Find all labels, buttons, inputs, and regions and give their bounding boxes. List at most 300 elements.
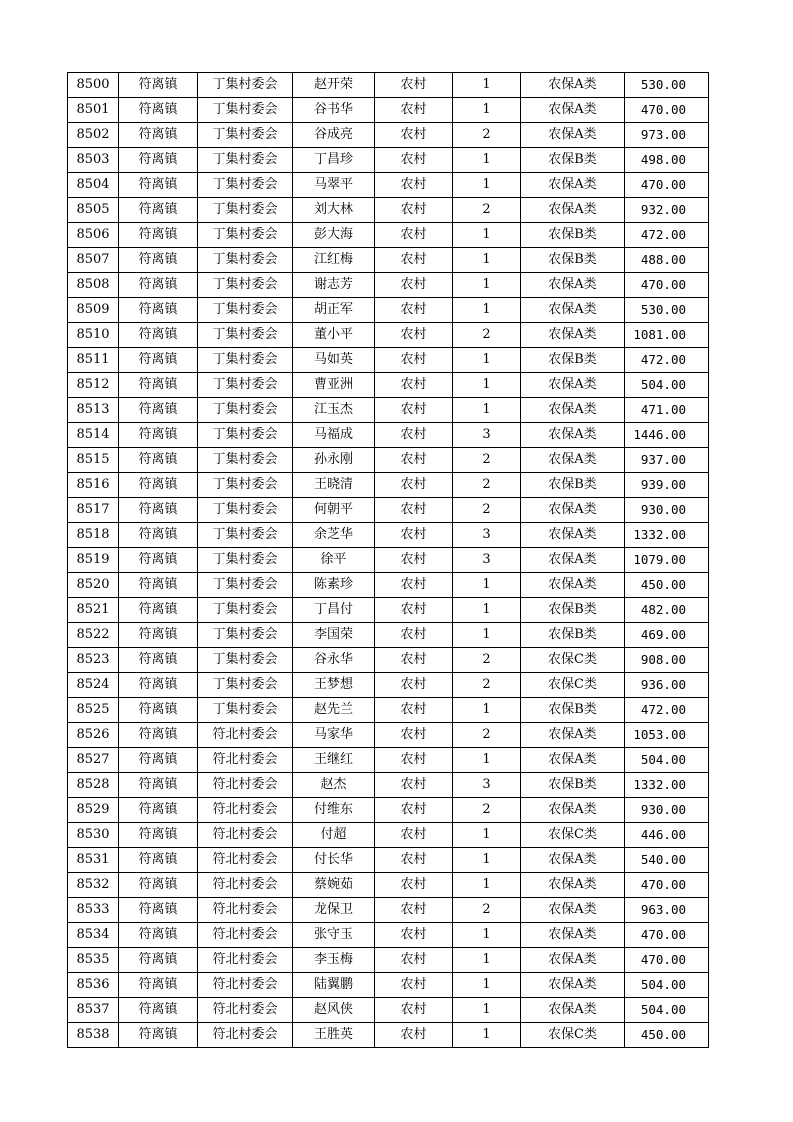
person-name-cell: 余芝华 <box>293 523 375 548</box>
insurance-category-cell: 农保B类 <box>521 598 625 623</box>
town-cell: 符离镇 <box>119 698 198 723</box>
household-type-cell: 农村 <box>375 648 453 673</box>
insurance-category-cell: 农保B类 <box>521 773 625 798</box>
amount-cell: 1332.00 <box>625 523 709 548</box>
record-number-cell: 8535 <box>68 948 119 973</box>
person-name-cell: 付长华 <box>293 848 375 873</box>
insurance-category-cell: 农保A类 <box>521 198 625 223</box>
family-size-cell: 1 <box>453 623 521 648</box>
village-committee-cell: 符北村委会 <box>198 823 293 848</box>
person-name-cell: 陈素珍 <box>293 573 375 598</box>
person-name-cell: 彭大海 <box>293 223 375 248</box>
insurance-category-cell: 农保A类 <box>521 923 625 948</box>
town-cell: 符离镇 <box>119 123 198 148</box>
household-type-cell: 农村 <box>375 1023 453 1048</box>
family-size-cell: 1 <box>453 248 521 273</box>
person-name-cell: 马家华 <box>293 723 375 748</box>
household-type-cell: 农村 <box>375 573 453 598</box>
family-size-cell: 1 <box>453 273 521 298</box>
amount-cell: 937.00 <box>625 448 709 473</box>
village-committee-cell: 丁集村委会 <box>198 548 293 573</box>
village-committee-cell: 丁集村委会 <box>198 448 293 473</box>
person-name-cell: 谷永华 <box>293 648 375 673</box>
village-committee-cell: 丁集村委会 <box>198 323 293 348</box>
town-cell: 符离镇 <box>119 823 198 848</box>
family-size-cell: 1 <box>453 73 521 98</box>
family-size-cell: 1 <box>453 298 521 323</box>
person-name-cell: 张守玉 <box>293 923 375 948</box>
household-type-cell: 农村 <box>375 148 453 173</box>
household-type-cell: 农村 <box>375 898 453 923</box>
amount-cell: 530.00 <box>625 298 709 323</box>
person-name-cell: 江玉杰 <box>293 398 375 423</box>
amount-cell: 504.00 <box>625 373 709 398</box>
insurance-category-cell: 农保B类 <box>521 623 625 648</box>
table-row <box>68 273 709 298</box>
insurance-category-cell: 农保A类 <box>521 998 625 1023</box>
insurance-category-cell: 农保A类 <box>521 123 625 148</box>
amount-cell: 471.00 <box>625 398 709 423</box>
records-table <box>67 72 709 1048</box>
household-type-cell: 农村 <box>375 473 453 498</box>
record-number-cell: 8513 <box>68 398 119 423</box>
village-committee-cell: 丁集村委会 <box>198 373 293 398</box>
insurance-category-cell: 农保A类 <box>521 948 625 973</box>
insurance-category-cell: 农保A类 <box>521 573 625 598</box>
village-committee-cell: 丁集村委会 <box>198 498 293 523</box>
table-row <box>68 323 709 348</box>
town-cell: 符离镇 <box>119 223 198 248</box>
village-committee-cell: 符北村委会 <box>198 898 293 923</box>
record-number-cell: 8538 <box>68 1023 119 1048</box>
insurance-category-cell: 农保A类 <box>521 298 625 323</box>
town-cell: 符离镇 <box>119 948 198 973</box>
village-committee-cell: 丁集村委会 <box>198 348 293 373</box>
family-size-cell: 1 <box>453 373 521 398</box>
town-cell: 符离镇 <box>119 398 198 423</box>
insurance-category-cell: 农保C类 <box>521 673 625 698</box>
record-number-cell: 8523 <box>68 648 119 673</box>
town-cell: 符离镇 <box>119 723 198 748</box>
table-row <box>68 1023 709 1048</box>
family-size-cell: 1 <box>453 998 521 1023</box>
record-number-cell: 8500 <box>68 73 119 98</box>
family-size-cell: 1 <box>453 748 521 773</box>
record-number-cell: 8528 <box>68 773 119 798</box>
person-name-cell: 付维东 <box>293 798 375 823</box>
person-name-cell: 王梦想 <box>293 673 375 698</box>
household-type-cell: 农村 <box>375 923 453 948</box>
amount-cell: 1053.00 <box>625 723 709 748</box>
village-committee-cell: 符北村委会 <box>198 948 293 973</box>
table-row <box>68 348 709 373</box>
amount-cell: 470.00 <box>625 98 709 123</box>
family-size-cell: 2 <box>453 498 521 523</box>
village-committee-cell: 符北村委会 <box>198 1023 293 1048</box>
table-row <box>68 998 709 1023</box>
amount-cell: 498.00 <box>625 148 709 173</box>
insurance-category-cell: 农保A类 <box>521 373 625 398</box>
town-cell: 符离镇 <box>119 623 198 648</box>
village-committee-cell: 丁集村委会 <box>198 198 293 223</box>
household-type-cell: 农村 <box>375 998 453 1023</box>
record-number-cell: 8530 <box>68 823 119 848</box>
record-number-cell: 8531 <box>68 848 119 873</box>
family-size-cell: 1 <box>453 598 521 623</box>
town-cell: 符离镇 <box>119 573 198 598</box>
town-cell: 符离镇 <box>119 173 198 198</box>
household-type-cell: 农村 <box>375 798 453 823</box>
village-committee-cell: 符北村委会 <box>198 748 293 773</box>
record-number-cell: 8522 <box>68 623 119 648</box>
record-number-cell: 8506 <box>68 223 119 248</box>
person-name-cell: 丁昌付 <box>293 598 375 623</box>
table-row <box>68 223 709 248</box>
village-committee-cell: 丁集村委会 <box>198 173 293 198</box>
amount-cell: 469.00 <box>625 623 709 648</box>
household-type-cell: 农村 <box>375 723 453 748</box>
household-type-cell: 农村 <box>375 348 453 373</box>
record-number-cell: 8509 <box>68 298 119 323</box>
record-number-cell: 8537 <box>68 998 119 1023</box>
household-type-cell: 农村 <box>375 623 453 648</box>
family-size-cell: 1 <box>453 973 521 998</box>
person-name-cell: 江红梅 <box>293 248 375 273</box>
table-row <box>68 423 709 448</box>
amount-cell: 472.00 <box>625 348 709 373</box>
table-row <box>68 248 709 273</box>
insurance-category-cell: 农保B类 <box>521 148 625 173</box>
village-committee-cell: 符北村委会 <box>198 923 293 948</box>
insurance-category-cell: 农保B类 <box>521 473 625 498</box>
person-name-cell: 龙保卫 <box>293 898 375 923</box>
table-row <box>68 373 709 398</box>
household-type-cell: 农村 <box>375 298 453 323</box>
amount-cell: 973.00 <box>625 123 709 148</box>
family-size-cell: 2 <box>453 123 521 148</box>
town-cell: 符离镇 <box>119 673 198 698</box>
record-number-cell: 8503 <box>68 148 119 173</box>
record-number-cell: 8515 <box>68 448 119 473</box>
household-type-cell: 农村 <box>375 248 453 273</box>
household-type-cell: 农村 <box>375 848 453 873</box>
village-committee-cell: 符北村委会 <box>198 798 293 823</box>
amount-cell: 540.00 <box>625 848 709 873</box>
amount-cell: 470.00 <box>625 173 709 198</box>
village-committee-cell: 丁集村委会 <box>198 473 293 498</box>
table-row <box>68 198 709 223</box>
town-cell: 符离镇 <box>119 423 198 448</box>
amount-cell: 936.00 <box>625 673 709 698</box>
town-cell: 符离镇 <box>119 98 198 123</box>
person-name-cell: 付超 <box>293 823 375 848</box>
household-type-cell: 农村 <box>375 873 453 898</box>
family-size-cell: 1 <box>453 348 521 373</box>
insurance-category-cell: 农保B类 <box>521 348 625 373</box>
table-row <box>68 498 709 523</box>
household-type-cell: 农村 <box>375 123 453 148</box>
town-cell: 符离镇 <box>119 348 198 373</box>
insurance-category-cell: 农保A类 <box>521 498 625 523</box>
town-cell: 符离镇 <box>119 1023 198 1048</box>
family-size-cell: 2 <box>453 673 521 698</box>
record-number-cell: 8504 <box>68 173 119 198</box>
family-size-cell: 3 <box>453 773 521 798</box>
village-committee-cell: 丁集村委会 <box>198 123 293 148</box>
village-committee-cell: 丁集村委会 <box>198 298 293 323</box>
person-name-cell: 谢志芳 <box>293 273 375 298</box>
insurance-category-cell: 农保A类 <box>521 273 625 298</box>
amount-cell: 470.00 <box>625 948 709 973</box>
household-type-cell: 农村 <box>375 373 453 398</box>
insurance-category-cell: 农保A类 <box>521 548 625 573</box>
person-name-cell: 徐平 <box>293 548 375 573</box>
record-number-cell: 8519 <box>68 548 119 573</box>
amount-cell: 1332.00 <box>625 773 709 798</box>
amount-cell: 932.00 <box>625 198 709 223</box>
person-name-cell: 赵开荣 <box>293 73 375 98</box>
record-number-cell: 8520 <box>68 573 119 598</box>
insurance-category-cell: 农保A类 <box>521 173 625 198</box>
household-type-cell: 农村 <box>375 773 453 798</box>
insurance-category-cell: 农保A类 <box>521 723 625 748</box>
village-committee-cell: 符北村委会 <box>198 773 293 798</box>
table-row <box>68 673 709 698</box>
village-committee-cell: 符北村委会 <box>198 723 293 748</box>
table-row <box>68 723 709 748</box>
town-cell: 符离镇 <box>119 648 198 673</box>
family-size-cell: 3 <box>453 523 521 548</box>
record-number-cell: 8536 <box>68 973 119 998</box>
person-name-cell: 赵先兰 <box>293 698 375 723</box>
village-committee-cell: 丁集村委会 <box>198 98 293 123</box>
amount-cell: 963.00 <box>625 898 709 923</box>
records-table-body <box>68 73 709 1048</box>
amount-cell: 504.00 <box>625 973 709 998</box>
person-name-cell: 董小平 <box>293 323 375 348</box>
table-row <box>68 848 709 873</box>
household-type-cell: 农村 <box>375 598 453 623</box>
family-size-cell: 3 <box>453 548 521 573</box>
family-size-cell: 2 <box>453 648 521 673</box>
family-size-cell: 3 <box>453 423 521 448</box>
table-row <box>68 948 709 973</box>
town-cell: 符离镇 <box>119 548 198 573</box>
household-type-cell: 农村 <box>375 823 453 848</box>
person-name-cell: 王胜英 <box>293 1023 375 1048</box>
family-size-cell: 1 <box>453 823 521 848</box>
family-size-cell: 2 <box>453 798 521 823</box>
amount-cell: 939.00 <box>625 473 709 498</box>
person-name-cell: 马福成 <box>293 423 375 448</box>
table-row <box>68 823 709 848</box>
record-number-cell: 8512 <box>68 373 119 398</box>
family-size-cell: 1 <box>453 148 521 173</box>
amount-cell: 450.00 <box>625 573 709 598</box>
table-row <box>68 98 709 123</box>
record-number-cell: 8510 <box>68 323 119 348</box>
table-row <box>68 773 709 798</box>
village-committee-cell: 符北村委会 <box>198 873 293 898</box>
village-committee-cell: 丁集村委会 <box>198 698 293 723</box>
insurance-category-cell: 农保A类 <box>521 898 625 923</box>
record-number-cell: 8501 <box>68 98 119 123</box>
table-row <box>68 398 709 423</box>
person-name-cell: 孙永刚 <box>293 448 375 473</box>
family-size-cell: 2 <box>453 448 521 473</box>
amount-cell: 470.00 <box>625 923 709 948</box>
household-type-cell: 农村 <box>375 498 453 523</box>
family-size-cell: 1 <box>453 398 521 423</box>
table-row <box>68 698 709 723</box>
person-name-cell: 马如英 <box>293 348 375 373</box>
table-row <box>68 748 709 773</box>
table-row <box>68 298 709 323</box>
village-committee-cell: 丁集村委会 <box>198 73 293 98</box>
table-row <box>68 473 709 498</box>
insurance-category-cell: 农保A类 <box>521 973 625 998</box>
record-number-cell: 8533 <box>68 898 119 923</box>
table-row <box>68 598 709 623</box>
person-name-cell: 王晓清 <box>293 473 375 498</box>
amount-cell: 530.00 <box>625 73 709 98</box>
record-number-cell: 8529 <box>68 798 119 823</box>
town-cell: 符离镇 <box>119 998 198 1023</box>
family-size-cell: 2 <box>453 198 521 223</box>
family-size-cell: 1 <box>453 848 521 873</box>
insurance-category-cell: 农保A类 <box>521 448 625 473</box>
insurance-category-cell: 农保A类 <box>521 873 625 898</box>
household-type-cell: 农村 <box>375 948 453 973</box>
person-name-cell: 蔡婉茹 <box>293 873 375 898</box>
person-name-cell: 陆翼鹏 <box>293 973 375 998</box>
family-size-cell: 1 <box>453 698 521 723</box>
town-cell: 符离镇 <box>119 798 198 823</box>
family-size-cell: 1 <box>453 1023 521 1048</box>
table-row <box>68 123 709 148</box>
amount-cell: 446.00 <box>625 823 709 848</box>
record-number-cell: 8511 <box>68 348 119 373</box>
insurance-category-cell: 农保A类 <box>521 748 625 773</box>
town-cell: 符离镇 <box>119 248 198 273</box>
town-cell: 符离镇 <box>119 523 198 548</box>
household-type-cell: 农村 <box>375 198 453 223</box>
town-cell: 符离镇 <box>119 898 198 923</box>
table-row <box>68 798 709 823</box>
family-size-cell: 1 <box>453 948 521 973</box>
person-name-cell: 王继红 <box>293 748 375 773</box>
household-type-cell: 农村 <box>375 698 453 723</box>
town-cell: 符离镇 <box>119 848 198 873</box>
town-cell: 符离镇 <box>119 773 198 798</box>
record-number-cell: 8502 <box>68 123 119 148</box>
household-type-cell: 农村 <box>375 73 453 98</box>
family-size-cell: 1 <box>453 223 521 248</box>
record-number-cell: 8516 <box>68 473 119 498</box>
insurance-category-cell: 农保A类 <box>521 398 625 423</box>
town-cell: 符离镇 <box>119 473 198 498</box>
town-cell: 符离镇 <box>119 598 198 623</box>
village-committee-cell: 丁集村委会 <box>198 273 293 298</box>
amount-cell: 908.00 <box>625 648 709 673</box>
person-name-cell: 赵风侠 <box>293 998 375 1023</box>
person-name-cell: 谷书华 <box>293 98 375 123</box>
household-type-cell: 农村 <box>375 748 453 773</box>
insurance-category-cell: 农保B类 <box>521 698 625 723</box>
household-type-cell: 农村 <box>375 98 453 123</box>
amount-cell: 1446.00 <box>625 423 709 448</box>
table-row <box>68 73 709 98</box>
amount-cell: 504.00 <box>625 748 709 773</box>
amount-cell: 1081.00 <box>625 323 709 348</box>
person-name-cell: 胡正军 <box>293 298 375 323</box>
table-row <box>68 573 709 598</box>
person-name-cell: 刘大林 <box>293 198 375 223</box>
record-number-cell: 8525 <box>68 698 119 723</box>
amount-cell: 472.00 <box>625 223 709 248</box>
amount-cell: 930.00 <box>625 498 709 523</box>
record-number-cell: 8508 <box>68 273 119 298</box>
insurance-category-cell: 农保C类 <box>521 648 625 673</box>
record-number-cell: 8507 <box>68 248 119 273</box>
insurance-category-cell: 农保C类 <box>521 823 625 848</box>
family-size-cell: 2 <box>453 473 521 498</box>
table-row <box>68 623 709 648</box>
table-row <box>68 923 709 948</box>
village-committee-cell: 丁集村委会 <box>198 523 293 548</box>
town-cell: 符离镇 <box>119 448 198 473</box>
insurance-category-cell: 农保C类 <box>521 1023 625 1048</box>
person-name-cell: 谷成亮 <box>293 123 375 148</box>
insurance-category-cell: 农保A类 <box>521 848 625 873</box>
town-cell: 符离镇 <box>119 323 198 348</box>
amount-cell: 504.00 <box>625 998 709 1023</box>
town-cell: 符离镇 <box>119 873 198 898</box>
town-cell: 符离镇 <box>119 373 198 398</box>
village-committee-cell: 符北村委会 <box>198 848 293 873</box>
village-committee-cell: 符北村委会 <box>198 973 293 998</box>
insurance-category-cell: 农保B类 <box>521 223 625 248</box>
village-committee-cell: 符北村委会 <box>198 998 293 1023</box>
household-type-cell: 农村 <box>375 323 453 348</box>
person-name-cell: 曹亚洲 <box>293 373 375 398</box>
record-number-cell: 8518 <box>68 523 119 548</box>
table-row <box>68 173 709 198</box>
record-number-cell: 8526 <box>68 723 119 748</box>
town-cell: 符离镇 <box>119 273 198 298</box>
table-row <box>68 873 709 898</box>
record-number-cell: 8524 <box>68 673 119 698</box>
person-name-cell: 何朝平 <box>293 498 375 523</box>
village-committee-cell: 丁集村委会 <box>198 598 293 623</box>
amount-cell: 1079.00 <box>625 548 709 573</box>
family-size-cell: 1 <box>453 873 521 898</box>
household-type-cell: 农村 <box>375 523 453 548</box>
household-type-cell: 农村 <box>375 448 453 473</box>
household-type-cell: 农村 <box>375 548 453 573</box>
insurance-category-cell: 农保B类 <box>521 248 625 273</box>
town-cell: 符离镇 <box>119 498 198 523</box>
insurance-category-cell: 农保A类 <box>521 798 625 823</box>
person-name-cell: 李玉梅 <box>293 948 375 973</box>
insurance-category-cell: 农保A类 <box>521 423 625 448</box>
village-committee-cell: 丁集村委会 <box>198 398 293 423</box>
household-type-cell: 农村 <box>375 173 453 198</box>
record-number-cell: 8532 <box>68 873 119 898</box>
village-committee-cell: 丁集村委会 <box>198 248 293 273</box>
household-type-cell: 农村 <box>375 673 453 698</box>
village-committee-cell: 丁集村委会 <box>198 673 293 698</box>
